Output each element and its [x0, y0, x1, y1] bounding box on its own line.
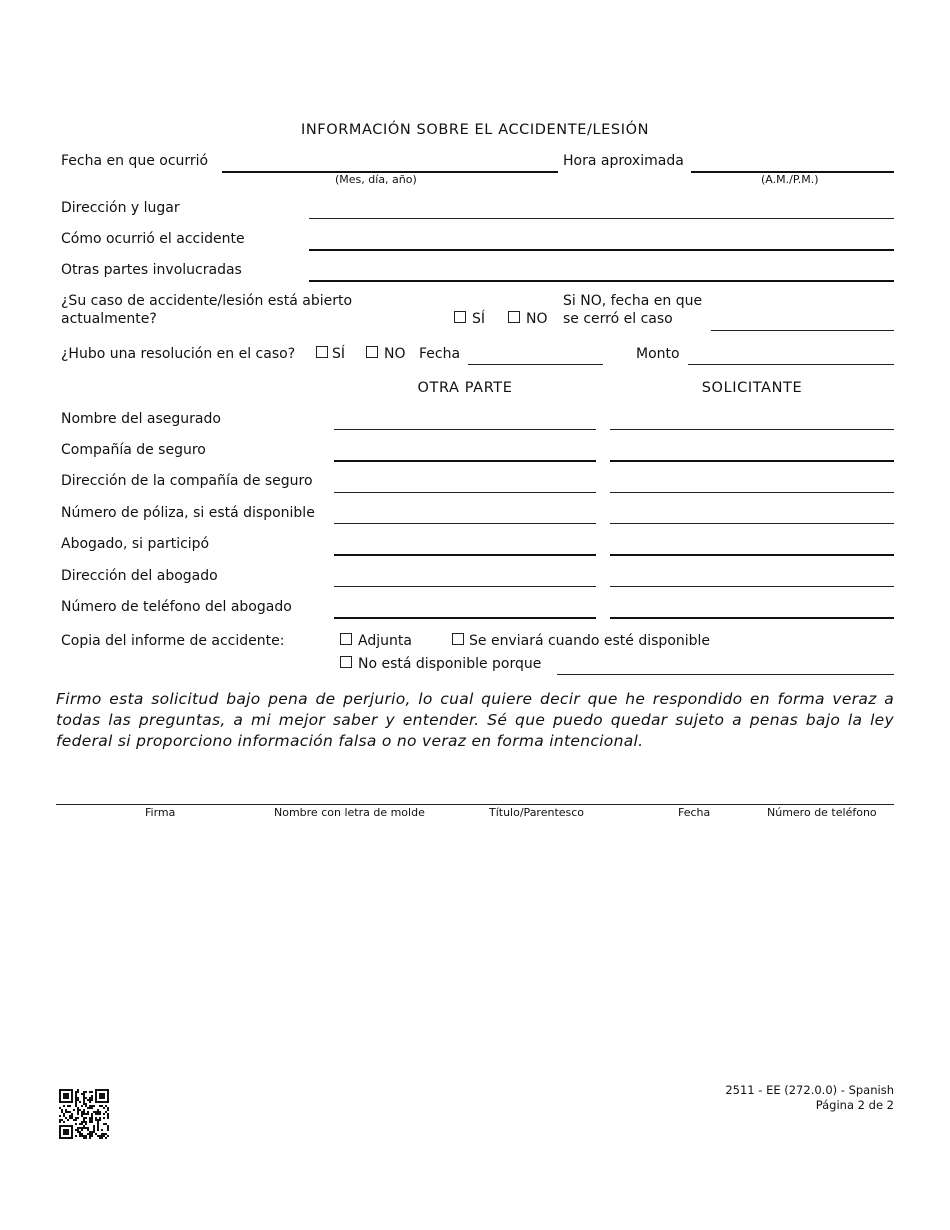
policy-number-other-field[interactable]: [334, 523, 596, 524]
policy-number-applicant-field[interactable]: [610, 523, 894, 524]
form-id: 2511 - EE (272.0.0) - Spanish: [725, 1083, 894, 1097]
form-title: INFORMACIÓN SOBRE EL ACCIDENTE/LESIÓN: [300, 122, 650, 138]
other-parties-field[interactable]: [309, 280, 894, 282]
insurance-company-applicant-field[interactable]: [610, 460, 894, 462]
address-place-label: Dirección y lugar: [61, 200, 180, 216]
amount-label: Monto: [636, 346, 680, 362]
attorney-phone-other-field[interactable]: [334, 617, 596, 619]
closed-date-label-line1: Si NO, fecha en que: [563, 293, 703, 309]
accident-report-label: Copia del informe de accidente:: [61, 633, 285, 649]
policy-number-label: Número de póliza, si está disponible: [61, 505, 315, 521]
report-not-available-reason-field[interactable]: [557, 674, 894, 675]
date-format-hint: (Mes, día, año): [335, 173, 417, 186]
attorney-phone-applicant-field[interactable]: [610, 617, 894, 619]
report-will-send-label: Se enviará cuando esté disponible: [469, 633, 711, 649]
resolution-no-checkbox[interactable]: [366, 346, 378, 358]
insurance-company-label: Compañía de seguro: [61, 442, 206, 458]
applicant-column-header: SOLICITANTE: [701, 380, 803, 396]
open-case-no-label: NO: [526, 311, 548, 327]
time-format-hint: (A.M./P.M.): [761, 173, 819, 186]
other-parties-label: Otras partes involucradas: [61, 262, 242, 278]
attorney-address-label: Dirección del abogado: [61, 568, 218, 584]
resolution-question: ¿Hubo una resolución en el caso?: [61, 346, 296, 362]
address-place-field[interactable]: [309, 218, 894, 219]
report-attached-label: Adjunta: [358, 633, 412, 649]
report-not-available-checkbox[interactable]: [340, 656, 352, 668]
qr-code-icon: [59, 1089, 109, 1139]
attorney-address-applicant-field[interactable]: [610, 586, 894, 587]
resolution-yes-label: SÍ: [332, 346, 346, 362]
signature-date-label: Fecha: [678, 806, 711, 819]
insured-name-applicant-field[interactable]: [610, 429, 894, 430]
resolution-no-label: NO: [384, 346, 406, 362]
insurance-address-applicant-field[interactable]: [610, 492, 894, 493]
title-relationship-label: Título/Parentesco: [489, 806, 585, 819]
resolution-date-label: Fecha: [419, 346, 461, 362]
signature-label: Firma: [145, 806, 176, 819]
insurance-address-label: Dirección de la compañía de seguro: [61, 473, 313, 489]
approx-time-label: Hora aproximada: [563, 153, 684, 169]
how-occurred-field[interactable]: [309, 249, 894, 251]
how-occurred-label: Cómo ocurrió el accidente: [61, 231, 245, 247]
insured-name-label: Nombre del asegurado: [61, 411, 221, 427]
insurance-address-other-field[interactable]: [334, 492, 596, 493]
printed-name-label: Nombre con letra de molde: [274, 806, 425, 819]
report-attached-checkbox[interactable]: [340, 633, 352, 645]
other-party-column-header: OTRA PARTE: [417, 380, 513, 396]
open-case-question-line1: ¿Su caso de accidente/lesión está abierto: [61, 293, 353, 309]
insured-name-other-field[interactable]: [334, 429, 596, 430]
insurance-company-other-field[interactable]: [334, 460, 596, 462]
closed-date-label-line2: se cerró el caso: [563, 311, 673, 327]
open-case-yes-checkbox[interactable]: [454, 311, 466, 323]
page-number: Página 2 de 2: [815, 1098, 894, 1112]
open-case-question-line2: actualmente?: [61, 311, 157, 327]
perjury-declaration: Firmo esta solicitud bajo pena de perjurio, lo cual quiere decir que he respondido en forma veraz a todas las preguntas, a mi mejor saber y entender. Sé que puedo quedar sujeto a penas bajo la ley federal si proporciono información falsa o no veraz en forma intencional.: [56, 690, 894, 750]
amount-field[interactable]: [688, 364, 894, 365]
signature-line[interactable]: [56, 804, 894, 805]
attorney-label: Abogado, si participó: [61, 536, 210, 552]
attorney-applicant-field[interactable]: [610, 554, 894, 556]
report-not-available-label: No está disponible porque: [358, 656, 542, 672]
report-will-send-checkbox[interactable]: [452, 633, 464, 645]
open-case-yes-label: SÍ: [472, 311, 486, 327]
attorney-phone-label: Número de teléfono del abogado: [61, 599, 292, 615]
phone-number-label: Número de teléfono: [767, 806, 877, 819]
open-case-no-checkbox[interactable]: [508, 311, 520, 323]
attorney-other-field[interactable]: [334, 554, 596, 556]
attorney-address-other-field[interactable]: [334, 586, 596, 587]
date-occurred-label: Fecha en que ocurrió: [61, 153, 209, 169]
resolution-date-field[interactable]: [468, 364, 603, 365]
closed-date-field[interactable]: [711, 330, 894, 331]
resolution-yes-checkbox[interactable]: [316, 346, 328, 358]
